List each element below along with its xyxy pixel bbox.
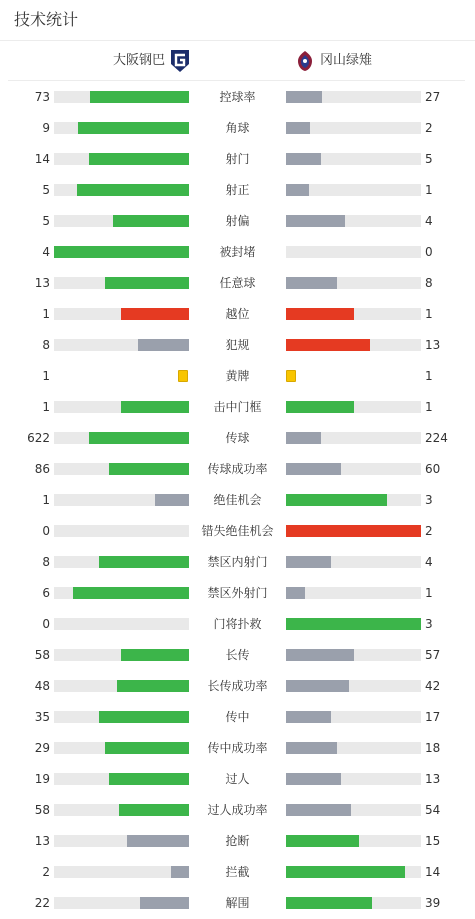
stat-label: 过人	[225, 771, 250, 786]
away-value: 3	[425, 492, 433, 507]
stat-row	[0, 428, 475, 448]
home-bar-track	[54, 339, 189, 351]
away-value: 4	[425, 213, 433, 228]
away-value: 1	[425, 368, 433, 383]
stat-label: 黄牌	[225, 368, 250, 383]
home-bar-track	[54, 742, 189, 754]
away-bar-fill	[286, 711, 331, 723]
stat-row	[0, 459, 475, 479]
away-value: 1	[425, 306, 433, 321]
away-bar-fill	[286, 184, 309, 196]
away-bar-fill	[286, 401, 354, 413]
home-bar-track	[54, 494, 189, 506]
home-bar-fill	[113, 215, 189, 227]
home-bar-track	[54, 153, 189, 165]
home-value: 86	[34, 461, 50, 476]
away-bar-track	[286, 773, 421, 785]
stat-label: 禁区内射门	[207, 554, 268, 569]
home-team-name: 大阪钢巴	[113, 53, 166, 68]
away-bar-track	[286, 91, 421, 103]
away-value: 18	[425, 740, 441, 755]
home-value: 8	[42, 554, 50, 569]
home-value: 58	[34, 802, 50, 817]
away-bar-track	[286, 835, 421, 847]
home-bar-track	[54, 587, 189, 599]
home-bar-fill	[105, 277, 189, 289]
stat-row	[0, 521, 475, 541]
stat-row	[0, 707, 475, 727]
away-team	[296, 49, 372, 73]
away-value: 13	[425, 337, 441, 352]
stat-row	[0, 366, 475, 386]
stat-row	[0, 211, 475, 231]
home-value: 9	[42, 120, 50, 135]
home-value: 29	[34, 740, 50, 755]
divider	[8, 80, 465, 81]
away-bar-fill	[286, 742, 337, 754]
home-value: 0	[42, 616, 50, 631]
away-bar-fill	[286, 680, 349, 692]
away-value: 1	[425, 585, 433, 600]
home-value: 4	[42, 244, 50, 259]
away-bar-track	[286, 401, 421, 413]
away-value: 42	[425, 678, 441, 693]
stat-row	[0, 831, 475, 851]
home-bar-track	[54, 246, 189, 258]
away-bar-track	[286, 463, 421, 475]
away-team-name: 冈山绿雉	[320, 53, 373, 68]
away-value: 3	[425, 616, 433, 631]
away-value: 17	[425, 709, 441, 724]
away-value: 224	[425, 430, 448, 445]
away-bar-fill	[286, 897, 372, 909]
home-bar-track	[54, 618, 189, 630]
away-value: 60	[425, 461, 441, 476]
home-value: 622	[27, 430, 50, 445]
stat-label: 抢断	[225, 833, 250, 848]
away-bar-fill	[286, 277, 337, 289]
home-bar-fill	[138, 339, 189, 351]
away-bar-fill	[286, 91, 322, 103]
away-value: 54	[425, 802, 441, 817]
away-value: 14	[425, 864, 441, 879]
home-bar-track	[54, 835, 189, 847]
home-value: 6	[42, 585, 50, 600]
away-bar-track	[286, 122, 421, 134]
away-bar-track	[286, 897, 421, 909]
home-bar-track	[54, 91, 189, 103]
stat-row	[0, 180, 475, 200]
home-bar-fill	[127, 835, 189, 847]
away-bar-fill	[286, 308, 354, 320]
home-bar-fill	[121, 308, 189, 320]
stat-row	[0, 769, 475, 789]
away-bar-track	[286, 308, 421, 320]
home-bar-track	[54, 556, 189, 568]
away-bar-fill	[286, 649, 354, 661]
away-bar-fill	[286, 339, 370, 351]
stat-label: 传中成功率	[207, 740, 268, 755]
away-yellow-card-icon	[286, 370, 296, 382]
away-value: 2	[425, 120, 433, 135]
away-bar-track	[286, 618, 421, 630]
away-bar-track	[286, 866, 421, 878]
stat-label: 传中	[225, 709, 250, 724]
home-value: 8	[42, 337, 50, 352]
home-value: 48	[34, 678, 50, 693]
home-value: 13	[34, 275, 50, 290]
stat-row	[0, 645, 475, 665]
home-bar-track	[54, 773, 189, 785]
home-value: 13	[34, 833, 50, 848]
stat-label: 长传成功率	[207, 678, 268, 693]
stat-row	[0, 552, 475, 572]
away-bar-track	[286, 742, 421, 754]
away-bar-fill	[286, 122, 310, 134]
divider	[0, 40, 475, 41]
stat-row	[0, 273, 475, 293]
home-bar-track	[54, 525, 189, 537]
stat-row	[0, 242, 475, 262]
away-value: 2	[425, 523, 433, 538]
home-bar-track	[54, 711, 189, 723]
home-bar-fill	[140, 897, 189, 909]
away-value: 1	[425, 399, 433, 414]
away-bar-track	[286, 153, 421, 165]
home-value: 22	[34, 895, 50, 910]
away-bar-fill	[286, 618, 421, 630]
home-bar-fill	[121, 401, 189, 413]
home-bar-track	[54, 401, 189, 413]
home-bar-fill	[78, 122, 189, 134]
away-bar-track	[286, 246, 421, 258]
stat-label: 犯规	[225, 337, 250, 352]
away-bar-fill	[286, 525, 421, 537]
stat-label: 解围	[225, 895, 250, 910]
home-value: 1	[42, 492, 50, 507]
stat-row	[0, 304, 475, 324]
stat-label: 射正	[225, 182, 250, 197]
stat-row	[0, 738, 475, 758]
away-bar-fill	[286, 587, 305, 599]
away-bar-track	[286, 587, 421, 599]
stat-label: 任意球	[219, 275, 256, 290]
home-value: 14	[34, 151, 50, 166]
home-value: 73	[34, 89, 50, 104]
away-bar-fill	[286, 773, 341, 785]
stat-row	[0, 149, 475, 169]
away-value: 5	[425, 151, 433, 166]
away-value: 0	[425, 244, 433, 259]
away-bar-track	[286, 432, 421, 444]
away-bar-fill	[286, 153, 321, 165]
stat-label: 错失绝佳机会	[201, 523, 274, 538]
stat-row	[0, 893, 475, 913]
page-title: 技术统计	[14, 10, 79, 29]
home-value: 35	[34, 709, 50, 724]
home-team	[113, 49, 190, 73]
home-value: 5	[42, 182, 50, 197]
stat-row	[0, 800, 475, 820]
home-bar-track	[54, 184, 189, 196]
stat-label: 传球成功率	[207, 461, 268, 476]
stat-row	[0, 118, 475, 138]
home-bar-track	[54, 866, 189, 878]
away-bar-track	[286, 277, 421, 289]
stat-row	[0, 862, 475, 882]
home-bar-track	[54, 277, 189, 289]
home-bar-track	[54, 432, 189, 444]
away-bar-fill	[286, 804, 351, 816]
home-bar-track	[54, 804, 189, 816]
home-bar-fill	[89, 432, 189, 444]
home-bar-track	[54, 215, 189, 227]
home-value: 2	[42, 864, 50, 879]
home-bar-fill	[121, 649, 189, 661]
home-bar-track	[54, 463, 189, 475]
away-value: 8	[425, 275, 433, 290]
away-bar-track	[286, 680, 421, 692]
stat-row	[0, 614, 475, 634]
stat-row	[0, 676, 475, 696]
away-bar-fill	[286, 866, 405, 878]
stat-label: 击中门框	[213, 399, 262, 414]
home-bar-fill	[90, 91, 189, 103]
away-value: 39	[425, 895, 441, 910]
stat-label: 角球	[225, 120, 250, 135]
home-value: 19	[34, 771, 50, 786]
stat-label: 拦截	[225, 864, 250, 879]
away-value: 57	[425, 647, 441, 662]
stat-label: 射偏	[225, 213, 250, 228]
home-bar-fill	[77, 184, 189, 196]
home-bar-fill	[99, 556, 189, 568]
home-yellow-card-icon	[178, 370, 188, 382]
home-value: 5	[42, 213, 50, 228]
home-value: 1	[42, 306, 50, 321]
home-bar-fill	[89, 153, 189, 165]
home-bar-track	[54, 308, 189, 320]
away-value: 27	[425, 89, 441, 104]
home-bar-track	[54, 680, 189, 692]
stat-row	[0, 583, 475, 603]
stat-label: 控球率	[219, 89, 256, 104]
away-bar-fill	[286, 432, 321, 444]
away-bar-track	[286, 494, 421, 506]
home-bar-fill	[99, 711, 189, 723]
home-bar-track	[54, 649, 189, 661]
away-value: 4	[425, 554, 433, 569]
home-value: 1	[42, 399, 50, 414]
home-bar-track	[54, 122, 189, 134]
away-bar-track	[286, 556, 421, 568]
home-bar-fill	[54, 246, 189, 258]
away-bar-track	[286, 804, 421, 816]
away-value: 1	[425, 182, 433, 197]
home-value: 1	[42, 368, 50, 383]
away-bar-fill	[286, 835, 359, 847]
home-bar-fill	[109, 463, 189, 475]
away-value: 13	[425, 771, 441, 786]
stat-label: 传球	[225, 430, 250, 445]
home-bar-fill	[171, 866, 189, 878]
stat-row	[0, 335, 475, 355]
away-bar-track	[286, 525, 421, 537]
away-bar-fill	[286, 215, 345, 227]
home-team-logo-icon	[170, 49, 190, 73]
home-value: 0	[42, 523, 50, 538]
away-bar-track	[286, 339, 421, 351]
home-bar-fill	[105, 742, 189, 754]
away-bar-track	[286, 649, 421, 661]
home-bar-fill	[109, 773, 189, 785]
home-value: 58	[34, 647, 50, 662]
stat-label: 射门	[225, 151, 250, 166]
stat-label: 门将扑救	[213, 616, 262, 631]
away-bar-fill	[286, 463, 341, 475]
stat-row	[0, 87, 475, 107]
stat-label: 长传	[225, 647, 250, 662]
home-bar-fill	[117, 680, 189, 692]
stat-label: 被封堵	[219, 244, 256, 259]
away-team-logo-icon	[296, 50, 314, 72]
away-bar-fill	[286, 494, 387, 506]
away-bar-fill	[286, 556, 331, 568]
away-bar-track	[286, 215, 421, 227]
home-bar-track	[54, 897, 189, 909]
stat-label: 越位	[225, 306, 250, 321]
stat-row	[0, 490, 475, 510]
stat-label: 过人成功率	[207, 802, 268, 817]
home-bar-fill	[155, 494, 189, 506]
stat-label: 绝佳机会	[213, 492, 262, 507]
stat-label: 禁区外射门	[207, 585, 268, 600]
stat-row	[0, 397, 475, 417]
away-value: 15	[425, 833, 441, 848]
home-bar-fill	[119, 804, 189, 816]
home-bar-fill	[73, 587, 189, 599]
away-bar-track	[286, 711, 421, 723]
away-bar-track	[286, 184, 421, 196]
